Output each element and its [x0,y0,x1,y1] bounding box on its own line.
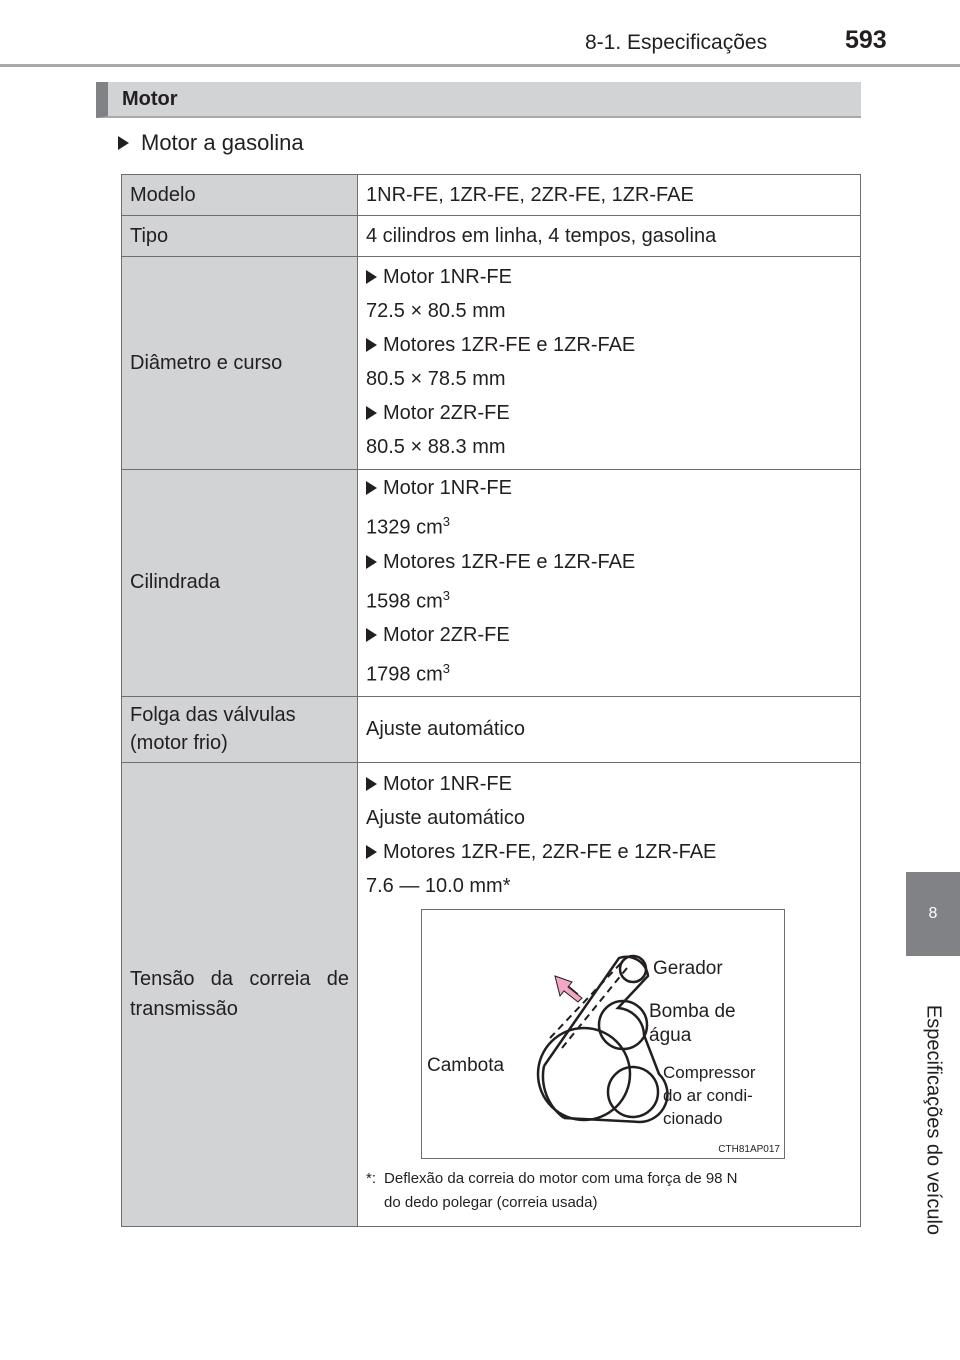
table-row-modelo [122,175,861,216]
value-diametro [358,257,861,470]
engine-spec-table [121,174,861,1227]
list-item: Motores 1ZR-FE e 1ZR-FAE [366,545,852,579]
figure-code: CTH81AP017 [718,1143,780,1155]
list-item: Motores 1ZR-FE e 1ZR-FAE [366,328,852,362]
triangle-bullet-icon [366,777,377,791]
table-row-diametro [122,257,861,470]
triangle-bullet-icon [118,136,129,150]
list-item-value: 80.5 × 88.3 mm [366,435,506,458]
chapter-tab: 8 [906,872,960,956]
list-item-value: 1598 $cm^3$ [366,587,450,613]
footnote-line-1: Deflexão da correia do motor com uma força de 98 N [384,1169,738,1187]
triangle-bullet-icon [366,270,377,284]
value-folga: Ajuste automático [358,696,861,762]
list-item-value: 80.5 × 78.5 mm [366,367,506,390]
label-folga: Folga das válvulas (motor frio) [122,696,358,762]
label-compressor: Compressor do ar condi- cionado [663,1062,756,1128]
value-modelo: 1NR-FE, 1ZR-FE, 2ZR-FE, 1ZR-FAE [358,175,861,216]
list-item: Motor 2ZR-FE [366,396,852,430]
label-modelo: Modelo [122,175,358,216]
triangle-bullet-icon [366,628,377,642]
table-row-cilindrada [122,470,861,697]
label-bomba: Bomba de água [649,1000,736,1046]
header-rule [0,64,960,67]
value-cilindrada [358,470,861,697]
label-gerador: Gerador [653,957,723,979]
triangle-bullet-icon [366,845,377,859]
triangle-bullet-icon [366,338,377,352]
label-tipo: Tipo [122,216,358,257]
table-row-folga [122,696,861,762]
label-cambota: Cambota [427,1054,505,1076]
triangle-bullet-icon [366,406,377,420]
list-item-value: 72.5 × 80.5 mm [366,299,506,322]
value-tipo: 4 cilindros em linha, 4 tempos, gasolina [358,216,861,257]
subheading-text: Motor a gasolina [141,130,304,155]
list-item-value: 1329 $cm^3$ [366,514,450,539]
table-row-tensao [122,762,861,1226]
triangle-bullet-icon [366,555,377,569]
footnote-mark: *: [366,1169,377,1187]
footnote [366,1167,852,1215]
table-row-tipo [122,216,861,257]
label-tensao: Tensão da correia de transmissão [122,762,358,1226]
list-item-value: 1798 $cm^3$ [366,661,450,686]
footnote-line-2: do dedo polegar (correia usada) [384,1193,598,1211]
list-item: Motor 2ZR-FE [366,618,852,652]
section-header [96,82,861,118]
label-diametro: Diâmetro e curso [122,257,358,470]
list-item-value: Ajuste automático [366,806,525,829]
header-section-title: 8-1. Especificações [585,31,768,54]
list-item: Motor 1NR-FE [366,471,852,505]
belt-diagram [421,909,785,1159]
label-cilindrada: Cilindrada [122,470,358,697]
list-item: Motores 1ZR-FE, 2ZR-FE e 1ZR-FAE [366,835,852,869]
list-item: Motor 1NR-FE [366,767,852,801]
chapter-tab-label: Especificações do veículo [922,1004,945,1236]
list-item: Motor 1NR-FE [366,260,852,294]
triangle-bullet-icon [366,481,377,495]
list-item-value: 7.6 — 10.0 mm* [366,874,511,897]
page-number: 593 [845,26,887,54]
value-tensao [358,762,861,1226]
subheading [118,130,304,156]
section-title: Motor [122,88,178,110]
